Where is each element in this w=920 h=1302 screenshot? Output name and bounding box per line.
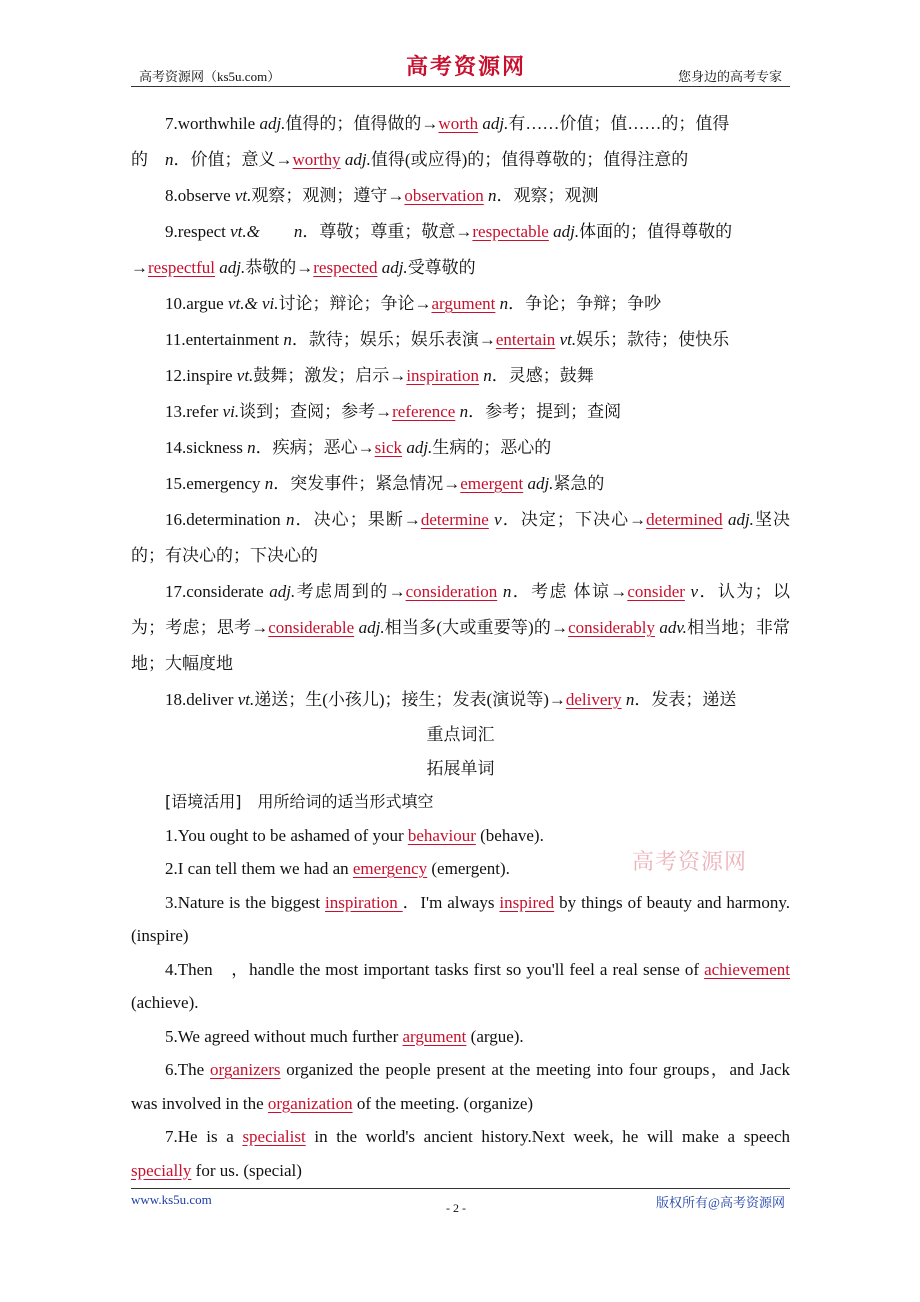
page-footer bbox=[131, 1188, 790, 1219]
answer-blank: considerably bbox=[568, 618, 655, 637]
answer-blank: behaviour bbox=[407, 825, 476, 845]
answer-blank: considerable bbox=[268, 618, 355, 637]
answer-blank: respectable bbox=[472, 222, 549, 241]
vocab-item-14: 14.sickness n．疾病；恶心→sick adj.生病的；恶心的 bbox=[165, 438, 552, 457]
vocab-item-9-cont: →respectful adj.恭敬的→respected adj.受尊敬的 bbox=[131, 258, 476, 277]
answer-blank: argument bbox=[402, 1026, 467, 1046]
answer-blank: respectful bbox=[148, 258, 216, 277]
section-subtitle: 拓展单词 bbox=[426, 758, 495, 778]
answer-blank: inspired bbox=[499, 892, 555, 912]
exercise-2: 2.I can tell them we had an emergency (emergent). bbox=[165, 859, 510, 878]
answer-blank: emergent bbox=[460, 474, 524, 493]
header-logo: 高考资源网 bbox=[406, 54, 527, 80]
answer-blank: sick bbox=[374, 438, 403, 457]
section-title: 重点词汇 bbox=[426, 725, 495, 744]
answer-blank: emergency bbox=[352, 859, 428, 878]
answer-blank: organizers bbox=[210, 1060, 281, 1079]
vocab-item-8: 8.observe vt.观察；观测；遵守→observation n．观察；观测 bbox=[165, 186, 599, 205]
vocab-item-16: 16.determination n．决心；果断→determine v．决定；下决心→determined adj.坚决的；有决心的；下决心的 bbox=[131, 510, 791, 565]
vocab-item-13: 13.refer vi.谈到；查阅；参考→reference n．参考；提到；查阅 bbox=[165, 402, 622, 421]
page-number: - 2 - bbox=[446, 1201, 466, 1215]
answer-blank: inspiration bbox=[406, 366, 480, 385]
vocab-item-12: 12.inspire vt.鼓舞；激发；启示→inspiration n．灵感；鼓舞 bbox=[165, 366, 594, 385]
exercise-5: 5.We agreed without much further argument (argue). bbox=[165, 1026, 524, 1046]
vocab-item-18: 18.deliver vt.递送；生(小孩儿)；接生；发表(演说等)→delivery n．发表；递送 bbox=[165, 690, 737, 709]
vocab-item-17: 17.considerate adj.考虑周到的→consideration n．考虑 体谅→consider v．认为；以为；考虑；思考→considerable adj.相当多(大或重要等)的→considerably adv.相当地；非常地；大幅度地 bbox=[131, 582, 791, 673]
vocab-item-7-cont: 的 n．价值；意义→worthy adj.值得(或应得)的；值得尊敬的；值得注意的 bbox=[131, 150, 689, 169]
answer-blank: delivery bbox=[565, 690, 622, 709]
answer-blank: determine bbox=[420, 510, 489, 529]
answer-blank: achievement bbox=[704, 959, 790, 979]
exercise-4: 4.Then ，handle the most important tasks first so you'll feel a real sense of achievement (achieve). bbox=[131, 959, 790, 1012]
answer-blank: observation bbox=[404, 186, 484, 205]
answer-blank: worth bbox=[438, 114, 479, 133]
watermark: 高考资源网 bbox=[632, 850, 748, 875]
answer-blank: consider bbox=[627, 582, 685, 601]
answer-blank: entertain bbox=[495, 330, 556, 349]
exercise-6: 6.The organizers organized the people present at the meeting into four groups，and Jack was involved in the organization of the meeting. (organize) bbox=[131, 1060, 791, 1113]
vocab-item-9: 9.respect vt.& n．尊敬；尊重；敬意→respectable adj.体面的；值得尊敬的 bbox=[165, 222, 733, 241]
exercise-1: 1.You ought to be ashamed of your behaviour (behave). bbox=[165, 825, 544, 845]
answer-blank: organization bbox=[267, 1093, 353, 1113]
vocab-item-7: 7.worthwhile adj.值得的；值得做的→worth adj.有……价值；值……的；值得 bbox=[165, 114, 730, 133]
exercise-instruction: [语境活用] 用所给词的适当形式填空 bbox=[165, 792, 434, 811]
vocab-item-11: 11.entertainment n．款待；娱乐；娱乐表演→entertain vt.娱乐；款待；使快乐 bbox=[165, 330, 730, 349]
answer-blank: argument bbox=[431, 294, 496, 313]
footer-copyright: 版权所有@高考资源网 bbox=[656, 1195, 785, 1210]
answer-blank: inspiration bbox=[325, 892, 403, 912]
vocab-item-15: 15.emergency n．突发事件；紧急情况→emergent adj.紧急的 bbox=[165, 474, 605, 493]
answer-blank: consideration bbox=[405, 582, 498, 601]
answer-blank: worthy bbox=[292, 150, 341, 169]
document-body bbox=[131, 106, 790, 1187]
answer-blank: respected bbox=[313, 258, 378, 277]
answer-blank: reference bbox=[392, 402, 456, 421]
footer-url: www.ks5u.com bbox=[131, 1192, 212, 1207]
header-site-name: 高考资源网（ks5u.com） bbox=[139, 69, 281, 84]
header-slogan: 您身边的高考专家 bbox=[677, 69, 782, 84]
page-header bbox=[131, 54, 790, 87]
exercise-7: 7.He is a specialist in the world's ancient history.Next week, he will make a speech specially for us. (special) bbox=[131, 1127, 790, 1180]
answer-blank: specialist bbox=[242, 1127, 306, 1146]
answer-blank: specially bbox=[131, 1160, 192, 1180]
vocab-item-10: 10.argue vt.& vi.讨论；辩论；争论→argument n．争论；争辩；争吵 bbox=[165, 294, 662, 313]
exercise-3: 3.Nature is the biggest inspiration ．I'm always inspired by things of beauty and harmony. (inspire) bbox=[131, 892, 791, 945]
answer-blank: determined bbox=[646, 510, 723, 529]
